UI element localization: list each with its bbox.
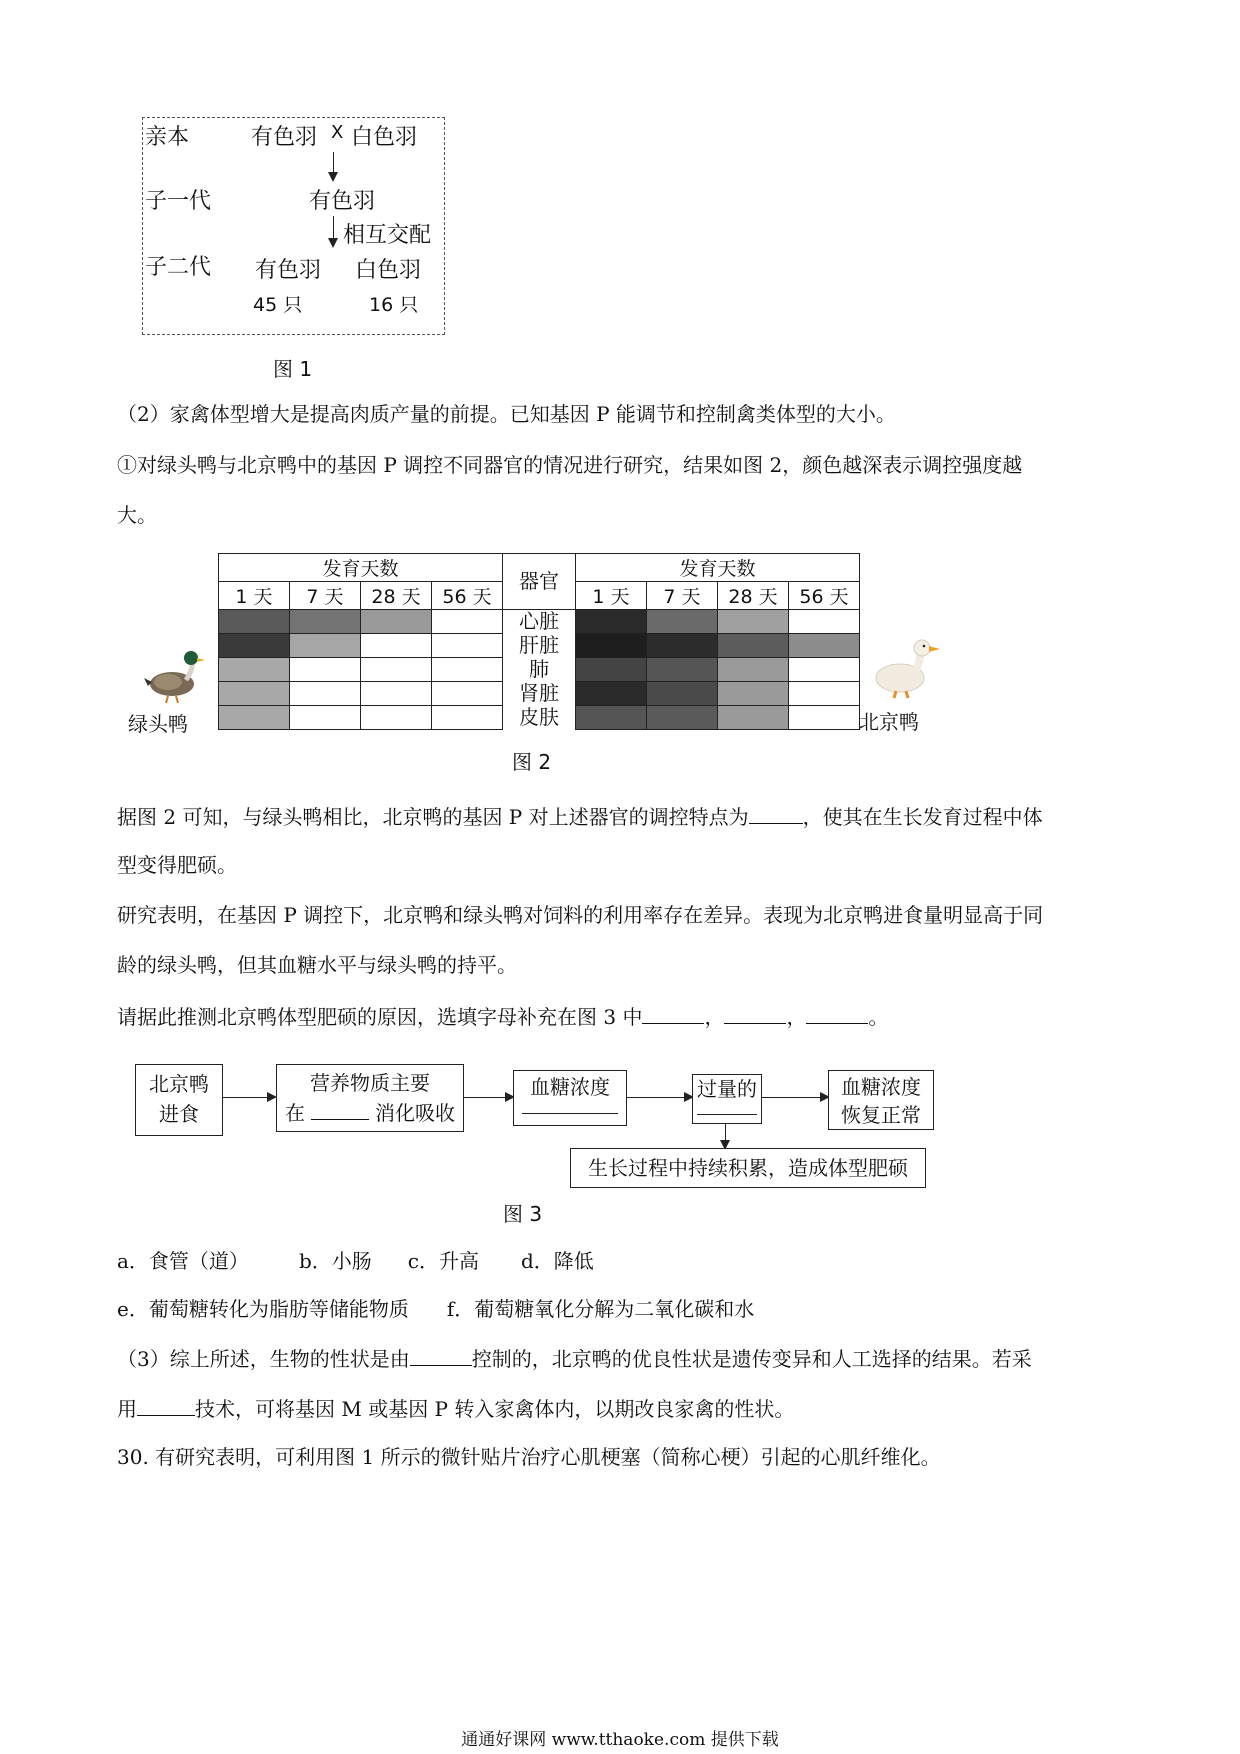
infer-line	[117, 1003, 888, 1029]
absorb-suffix: 消化吸收	[375, 1101, 455, 1125]
header-days-mallard: 发育天数	[219, 554, 503, 582]
research-line2: 龄的绿头鸭，但其血糖水平与绿头鸭的持平。	[117, 953, 517, 977]
heatmap-row	[219, 658, 860, 682]
flow-box-blood-sugar-text: 血糖浓度	[530, 1075, 610, 1099]
period: 。	[868, 1005, 889, 1029]
day-label: 1 天	[219, 582, 290, 610]
arrow-right-icon	[627, 1097, 692, 1098]
flow-box-normal-line2: 恢复正常	[841, 1103, 921, 1127]
flow-box-eat-line2: 进食	[159, 1102, 199, 1126]
heat-cell-peking	[576, 610, 647, 634]
infer-text: 请据此推测北京鸭体型肥硕的原因，选填字母补充在图 3 中	[117, 1005, 643, 1029]
figure3-caption: 图 3	[503, 1202, 543, 1226]
flow-box-absorb	[276, 1064, 464, 1132]
flow-box-accumulate: 生长过程中持续积累，造成体型肥硕	[570, 1148, 926, 1188]
day-label: 7 天	[290, 582, 361, 610]
f2-colored: 有色羽	[255, 258, 322, 283]
heat-cell-peking	[576, 634, 647, 658]
flow-box-eat-line1: 北京鸭	[149, 1072, 209, 1096]
option-b: b．小肠	[298, 1249, 372, 1273]
question-line2: 型变得肥硕。	[117, 853, 237, 877]
heat-cell-peking	[576, 706, 647, 730]
heat-cell-peking	[647, 610, 718, 634]
heatmap-row	[219, 706, 860, 730]
heat-cell-mallard	[361, 658, 432, 682]
cross-symbol: X	[331, 122, 344, 143]
answer-blank[interactable]	[749, 803, 803, 824]
peking-duck-icon	[870, 634, 942, 700]
organ-label: 肾脏	[503, 682, 576, 706]
heat-cell-mallard	[432, 610, 503, 634]
heat-cell-mallard	[432, 706, 503, 730]
separator: ，	[786, 1005, 807, 1029]
row-label-parent: 亲本	[145, 125, 190, 150]
answer-blank[interactable]	[806, 1003, 868, 1024]
flow-box-excess	[692, 1074, 762, 1124]
answer-blank[interactable]	[724, 1003, 786, 1024]
heat-cell-mallard	[432, 658, 503, 682]
row-label-f2: 子二代	[145, 255, 212, 280]
heat-cell-peking	[576, 658, 647, 682]
arrow-down-icon	[333, 216, 334, 246]
question-line1	[117, 803, 1043, 829]
flow-box-eat	[135, 1064, 223, 1136]
question-line1-text-b: ，使其在生长发育过程中体	[802, 805, 1043, 829]
heat-cell-mallard	[432, 634, 503, 658]
heatmap-table	[218, 553, 860, 730]
heat-cell-mallard	[219, 658, 290, 682]
separator: ，	[704, 1005, 725, 1029]
day-label: 56 天	[789, 582, 860, 610]
heat-cell-peking	[789, 610, 860, 634]
f2-colored-count: 45 只	[253, 294, 303, 316]
organ-label: 肺	[503, 658, 576, 682]
heat-cell-peking	[647, 658, 718, 682]
figure1-caption: 图 1	[273, 357, 313, 381]
parent-colored: 有色羽	[251, 125, 318, 150]
flow-box-normal-line1: 血糖浓度	[841, 1075, 921, 1099]
figure2-heatmap	[218, 553, 860, 730]
f1-colored: 有色羽	[309, 189, 376, 214]
heat-cell-mallard	[361, 610, 432, 634]
arrow-right-icon	[223, 1097, 275, 1098]
day-label: 7 天	[647, 582, 718, 610]
parent-white: 白色羽	[351, 125, 418, 150]
arrow-down-icon	[333, 152, 334, 180]
heat-cell-mallard	[219, 706, 290, 730]
flow-box-excess-text: 过量的	[697, 1077, 757, 1101]
heat-cell-mallard	[290, 658, 361, 682]
arrow-right-icon	[762, 1097, 828, 1098]
heat-cell-mallard	[361, 634, 432, 658]
figure1-cross-diagram	[142, 117, 445, 335]
p3-text-c: 用	[117, 1397, 137, 1421]
heat-cell-peking	[718, 634, 789, 658]
option-c: c．升高	[407, 1249, 479, 1273]
header-days-peking: 发育天数	[576, 554, 860, 582]
options-line2	[117, 1297, 754, 1321]
heat-cell-mallard	[290, 682, 361, 706]
heatmap-row	[219, 634, 860, 658]
heat-cell-mallard	[219, 610, 290, 634]
heat-cell-peking	[718, 706, 789, 730]
flow-box-absorb-line2	[277, 1098, 463, 1128]
question-30: 30. 有研究表明，可利用图 1 所示的微针贴片治疗心肌梗塞（简称心梗）引起的心肌纤维化。	[117, 1445, 941, 1469]
answer-blank[interactable]	[697, 1102, 757, 1115]
day-label: 28 天	[718, 582, 789, 610]
flow-box-normal	[828, 1070, 934, 1130]
p3-text-b: 控制的，北京鸭的优良性状是遗传变异和人工选择的结果。若采	[471, 1347, 1032, 1371]
mallard-label: 绿头鸭	[128, 712, 188, 736]
f2-white-count: 16 只	[369, 294, 419, 316]
heat-cell-mallard	[290, 634, 361, 658]
flow-box-blood-sugar	[513, 1070, 627, 1126]
heat-cell-mallard	[432, 682, 503, 706]
heat-cell-peking	[718, 658, 789, 682]
answer-blank[interactable]	[311, 1101, 369, 1120]
heat-cell-mallard	[290, 706, 361, 730]
paragraph-2: （2）家禽体型增大是提高肉质产量的前提。已知基因 P 能调节和控制禽类体型的大小。	[117, 402, 896, 426]
heat-cell-mallard	[290, 610, 361, 634]
paragraph-2-1-line1: ①对绿头鸭与北京鸭中的基因 P 调控不同器官的情况进行研究，结果如图 2，颜色越深表示调控强度越	[117, 453, 1023, 477]
heatmap-row	[219, 682, 860, 706]
paragraph-3-line2	[117, 1395, 794, 1421]
answer-blank[interactable]	[522, 1101, 618, 1114]
arrow-right-icon	[464, 1097, 513, 1098]
answer-blank[interactable]	[137, 1395, 195, 1416]
f2-white: 白色羽	[355, 258, 422, 283]
row-label-f1: 子一代	[145, 189, 212, 214]
heat-cell-peking	[789, 634, 860, 658]
p3-text-d: 技术，可将基因 M 或基因 P 转入家禽体内，以期改良家禽的性状。	[195, 1397, 795, 1421]
p3-text-a: （3）综上所述，生物的性状是由	[117, 1347, 410, 1371]
heat-cell-peking	[647, 682, 718, 706]
heat-cell-peking	[718, 610, 789, 634]
day-label: 1 天	[576, 582, 647, 610]
organ-label: 皮肤	[503, 706, 576, 730]
organ-label: 肝脏	[503, 634, 576, 658]
option-d: d．降低	[520, 1249, 594, 1273]
answer-blank[interactable]	[642, 1003, 704, 1024]
arrow-down-icon	[725, 1124, 726, 1148]
answer-blank[interactable]	[410, 1345, 472, 1366]
heat-cell-mallard	[219, 682, 290, 706]
heat-cell-mallard	[361, 682, 432, 706]
heat-cell-peking	[789, 706, 860, 730]
option-e: e．葡萄糖转化为脂肪等储能物质	[117, 1297, 409, 1321]
header-organ: 器官	[503, 554, 576, 610]
heat-cell-peking	[647, 634, 718, 658]
heat-cell-mallard	[219, 634, 290, 658]
mallard-duck-icon	[142, 646, 206, 704]
paragraph-2-1-line2: 大。	[117, 503, 157, 527]
heat-cell-peking	[718, 682, 789, 706]
question-line1-text-a: 据图 2 可知，与绿头鸭相比，北京鸭的基因 P 对上述器官的调控特点为	[117, 805, 749, 829]
options-line1	[117, 1249, 594, 1273]
day-label: 28 天	[361, 582, 432, 610]
organ-label: 心脏	[503, 610, 576, 634]
heat-cell-peking	[789, 682, 860, 706]
option-a: a．食管（道）	[117, 1249, 249, 1273]
heat-cell-peking	[647, 706, 718, 730]
figure2-caption: 图 2	[512, 750, 552, 774]
heat-cell-peking	[789, 658, 860, 682]
research-line1: 研究表明，在基因 P 调控下，北京鸭和绿头鸭对饲料的利用率存在差异。表现为北京鸭进食量明显高于同	[117, 903, 1044, 927]
absorb-prefix: 在	[285, 1101, 305, 1125]
arrow-label-intercross: 相互交配	[343, 223, 432, 248]
flow-box-absorb-line1: 营养物质主要	[310, 1071, 430, 1095]
heatmap-row	[219, 610, 860, 634]
heat-cell-peking	[576, 682, 647, 706]
heat-cell-mallard	[361, 706, 432, 730]
footer-watermark: 通通好课网 www.tthaoke.com 提供下载	[461, 1730, 779, 1750]
peking-label: 北京鸭	[859, 710, 919, 734]
day-label: 56 天	[432, 582, 503, 610]
paragraph-3-line1	[117, 1345, 1032, 1371]
option-f: f．葡萄糖氧化分解为二氧化碳和水	[446, 1297, 755, 1321]
